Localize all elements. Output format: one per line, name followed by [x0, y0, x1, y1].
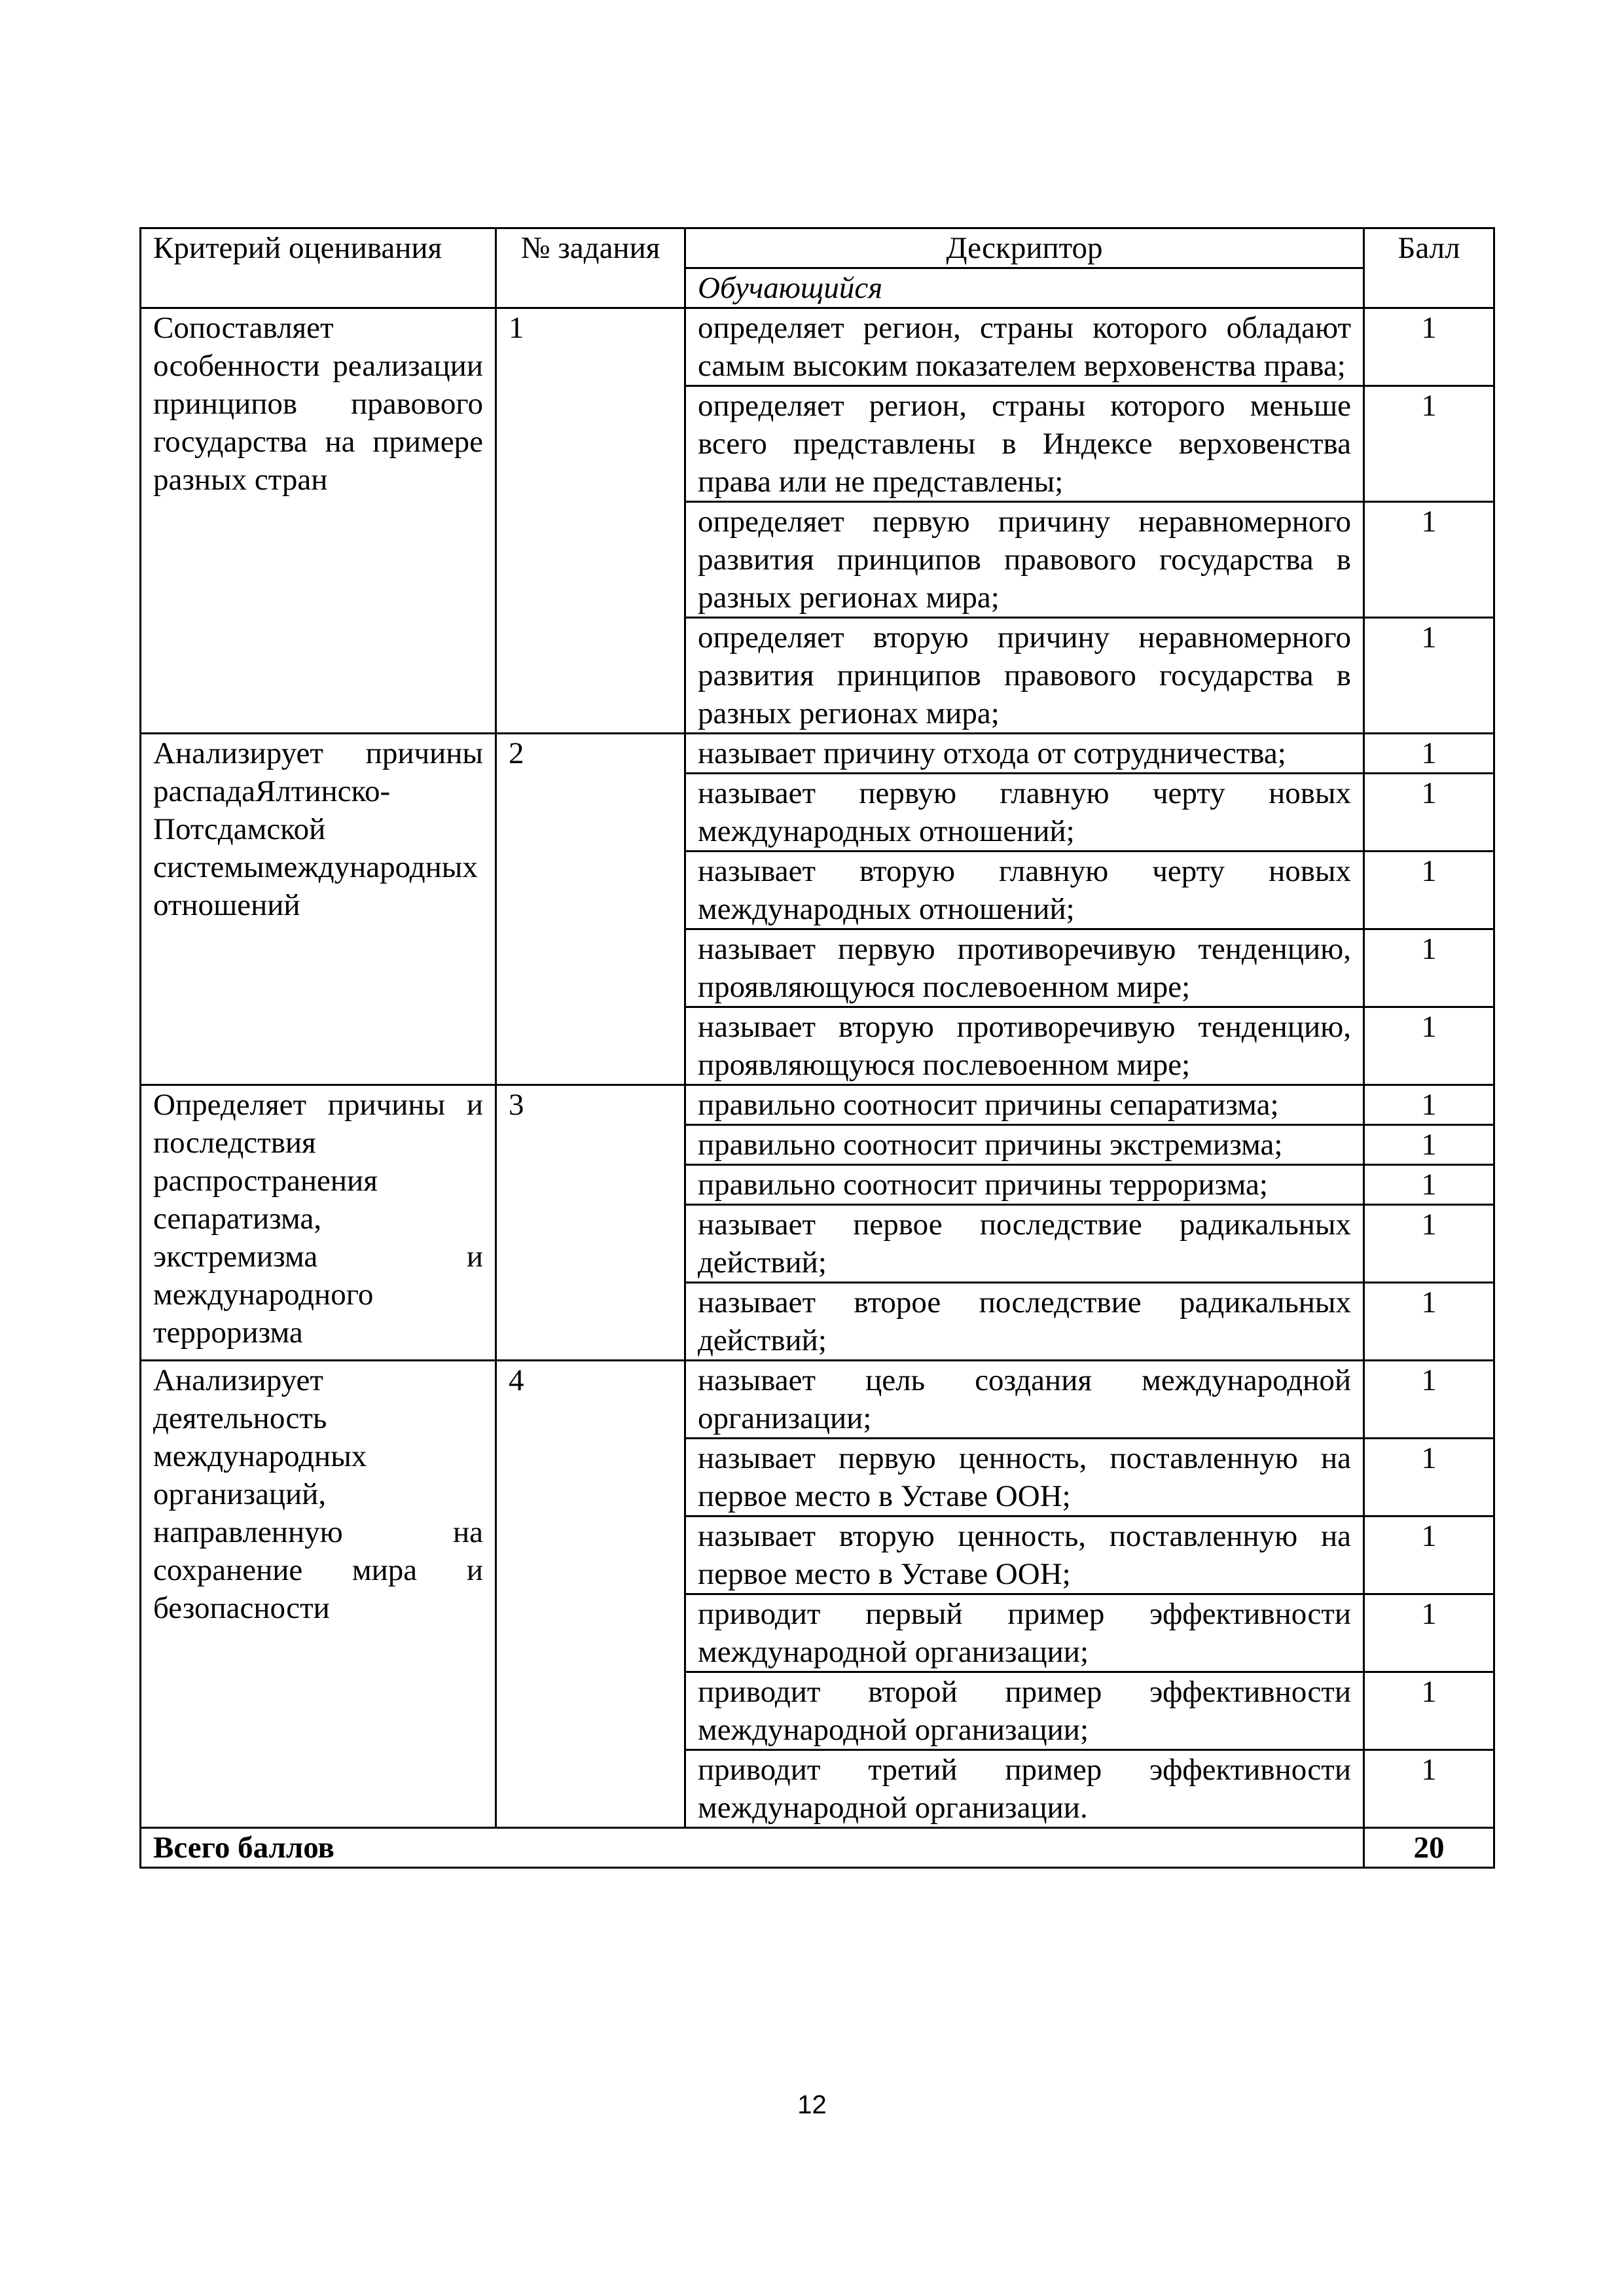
criterion-cell: Анализирует деятельность международных организаций, направленную на сохранение мира и безопасности — [141, 1361, 496, 1828]
assessment-rubric-table — [139, 227, 1495, 1869]
header-task-number: № задания — [496, 228, 685, 308]
header-descriptor: Дескриптор — [685, 228, 1364, 268]
total-score: 20 — [1364, 1828, 1494, 1868]
descriptor-cell: правильно соотносит причины терроризма; — [685, 1165, 1364, 1205]
descriptor-cell: называет причину отхода от сотрудничества; — [685, 734, 1364, 774]
total-row — [141, 1828, 1494, 1868]
page-number: 12 — [797, 2090, 827, 2119]
score-cell: 1 — [1364, 308, 1494, 386]
descriptor-cell: называет вторую противоречивую тенденцию, проявляющуюся послевоенном мире; — [685, 1007, 1364, 1085]
descriptor-cell: определяет регион, страны которого меньше всего представлены в Индексе верховенства права или не представлены; — [685, 386, 1364, 502]
criterion-cell: Анализирует причины распадаЯлтинско-Потсдамской системымеждународных отношений — [141, 734, 496, 1085]
task-number-cell: 3 — [496, 1085, 685, 1361]
rubric-row — [141, 1361, 1494, 1439]
total-label: Всего баллов — [141, 1828, 1364, 1868]
descriptor-cell: определяет вторую причину неравномерного развития принципов правового государства в разных регионах мира; — [685, 618, 1364, 734]
score-cell: 1 — [1364, 1439, 1494, 1516]
score-cell: 1 — [1364, 774, 1494, 852]
task-number-cell: 2 — [496, 734, 685, 1085]
descriptor-cell: называет второе последствие радикальных действий; — [685, 1283, 1364, 1361]
header-learner: Обучающийся — [685, 268, 1364, 308]
descriptor-cell: называет первую ценность, поставленную на первое место в Уставе ООН; — [685, 1439, 1364, 1516]
score-cell: 1 — [1364, 1283, 1494, 1361]
task-number-cell: 1 — [496, 308, 685, 734]
descriptor-cell: определяет регион, страны которого обладают самым высоким показателем верховенства права; — [685, 308, 1364, 386]
score-cell: 1 — [1364, 1165, 1494, 1205]
score-cell: 1 — [1364, 1125, 1494, 1165]
score-cell: 1 — [1364, 1085, 1494, 1125]
criterion-cell: Сопоставляет особенности реализации принципов правового государства на примере разных стран — [141, 308, 496, 734]
score-cell: 1 — [1364, 734, 1494, 774]
score-cell: 1 — [1364, 502, 1494, 618]
descriptor-cell: называет первое последствие радикальных действий; — [685, 1205, 1364, 1283]
descriptor-cell: называет вторую ценность, поставленную на первое место в Уставе ООН; — [685, 1516, 1364, 1594]
descriptor-cell: приводит третий пример эффективности международной организации. — [685, 1750, 1364, 1828]
descriptor-cell: правильно соотносит причины экстремизма; — [685, 1125, 1364, 1165]
score-cell: 1 — [1364, 1007, 1494, 1085]
score-cell: 1 — [1364, 1672, 1494, 1750]
score-cell: 1 — [1364, 1750, 1494, 1828]
task-number-cell: 4 — [496, 1361, 685, 1828]
descriptor-cell: называет цель создания международной организации; — [685, 1361, 1364, 1439]
score-cell: 1 — [1364, 618, 1494, 734]
score-cell: 1 — [1364, 1205, 1494, 1283]
header-score: Балл — [1364, 228, 1494, 308]
descriptor-cell: называет вторую главную черту новых международных отношений; — [685, 852, 1364, 929]
score-cell: 1 — [1364, 852, 1494, 929]
descriptor-cell: называет первую противоречивую тенденцию, проявляющуюся послевоенном мире; — [685, 929, 1364, 1007]
descriptor-cell: определяет первую причину неравномерного развития принципов правового государства в разных регионах мира; — [685, 502, 1364, 618]
descriptor-cell: приводит второй пример эффективности международной организации; — [685, 1672, 1364, 1750]
criterion-cell: Определяет причины и последствия распространения сепаратизма, экстремизма и международного терроризма — [141, 1085, 496, 1361]
rubric-row — [141, 1085, 1494, 1125]
descriptor-cell: называет первую главную черту новых международных отношений; — [685, 774, 1364, 852]
score-cell: 1 — [1364, 929, 1494, 1007]
header-criterion: Критерий оценивания — [141, 228, 496, 308]
score-cell: 1 — [1364, 1594, 1494, 1672]
descriptor-cell: правильно соотносит причины сепаратизма; — [685, 1085, 1364, 1125]
rubric-row — [141, 308, 1494, 386]
score-cell: 1 — [1364, 1361, 1494, 1439]
score-cell: 1 — [1364, 386, 1494, 502]
header-row — [141, 228, 1494, 268]
descriptor-cell: приводит первый пример эффективности международной организации; — [685, 1594, 1364, 1672]
rubric-row — [141, 734, 1494, 774]
score-cell: 1 — [1364, 1516, 1494, 1594]
